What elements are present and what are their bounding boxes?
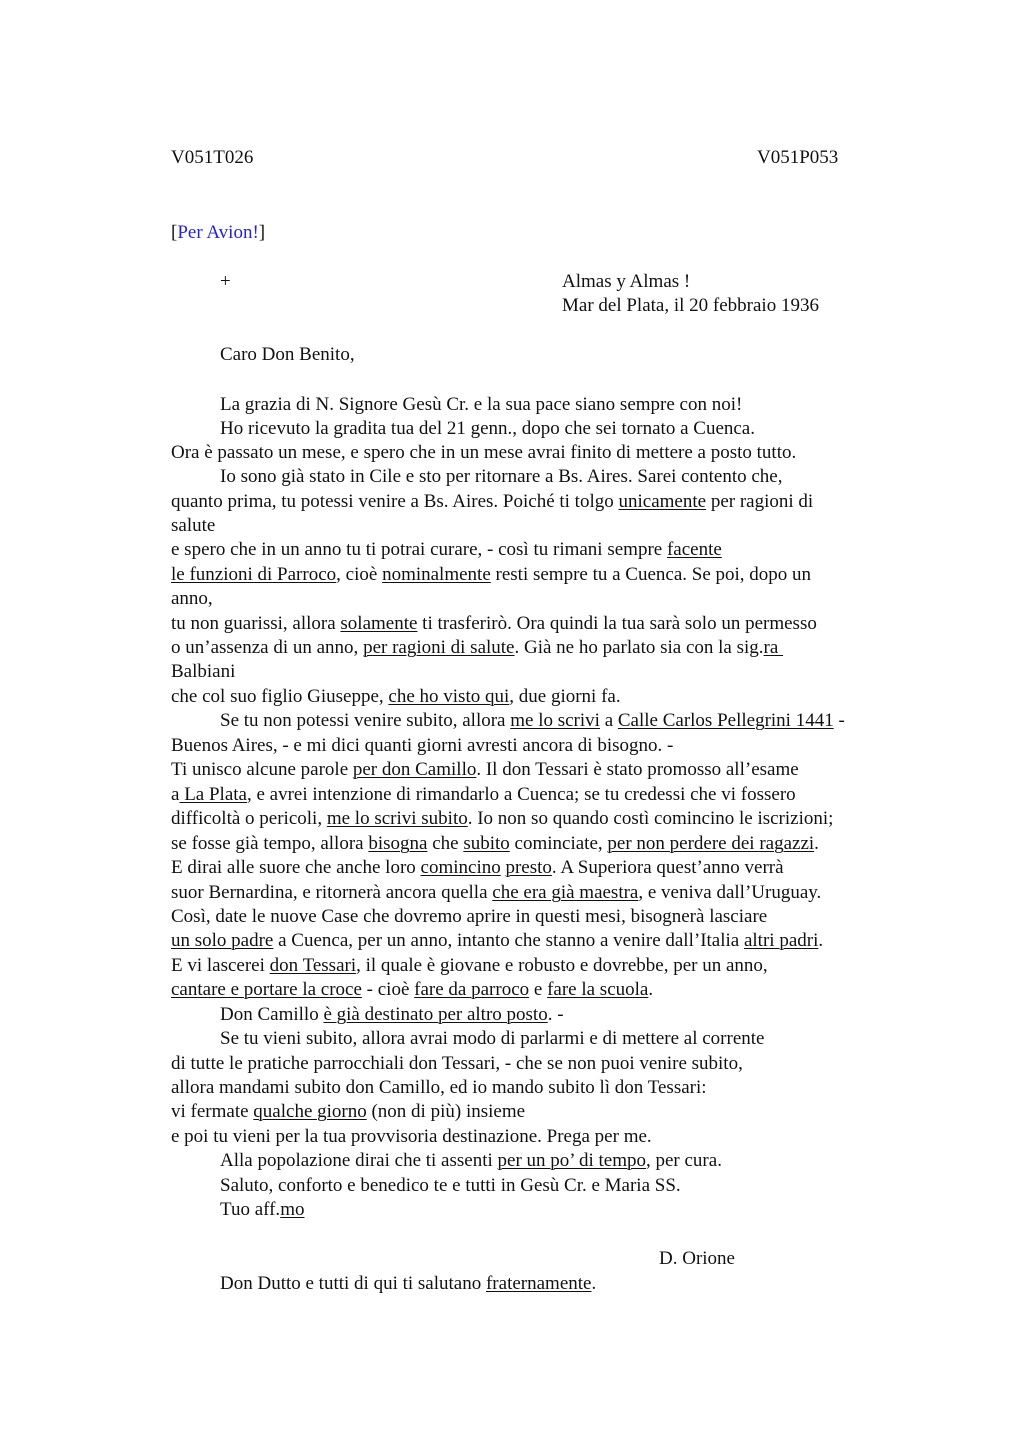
body-line: salute xyxy=(171,515,216,536)
motto: Almas y Almas ! xyxy=(562,271,691,292)
body-line: Io sono già stato in Cile e sto per ritornare a Bs. Aires. Sarei contento che, xyxy=(220,466,783,487)
signature: D. Orione xyxy=(659,1248,735,1269)
body-line: le funzioni di Parroco, cioè nominalmente resti sempre tu a Cuenca. Se poi, dopo un xyxy=(171,564,812,585)
postscript: Don Dutto e tutti di qui ti salutano fraternamente. xyxy=(220,1273,597,1294)
per-avion-text: Per Avion! xyxy=(177,222,259,243)
closing: Tuo aff.mo xyxy=(220,1199,305,1220)
body-line: Se tu vieni subito, allora avrai modo di parlarmi e di mettere al corrente xyxy=(220,1028,765,1049)
body-line: un solo padre a Cuenca, per un anno, intanto che stanno a venire dall’Italia altri padri. xyxy=(171,930,824,951)
body-line: cantare e portare la croce - cioè fare da parroco e fare la scuola. xyxy=(171,979,654,1000)
body-line: Se tu non potessi venire subito, allora me lo scrivi a Calle Carlos Pellegrini 1441 - xyxy=(220,710,845,731)
place-date: Mar del Plata, il 20 febbraio 1936 xyxy=(562,295,819,316)
body-line: Saluto, conforto e benedico te e tutti in Gesù Cr. e Maria SS. xyxy=(220,1175,681,1196)
body-line: e poi tu vieni per la tua provvisoria destinazione. Prega per me. xyxy=(171,1126,652,1147)
left-code: V051T026 xyxy=(171,147,254,168)
body-line: quanto prima, tu potessi venire a Bs. Aires. Poiché ti tolgo unicamente per ragioni di xyxy=(171,491,814,512)
air-mail-note: [Per Avion!] xyxy=(171,222,266,243)
salutation: Caro Don Benito, xyxy=(220,344,355,365)
body-line: Don Camillo è già destinato per altro posto. - xyxy=(220,1004,564,1025)
body-line: Ho ricevuto la gradita tua del 21 genn., dopo che sei tornato a Cuenca. xyxy=(220,418,755,439)
body-line: che col suo figlio Giuseppe, che ho visto qui, due giorni fa. xyxy=(171,686,621,707)
body-line: Balbiani xyxy=(171,661,236,682)
body-line: anno, xyxy=(171,588,213,609)
body-line: Buenos Aires, - e mi dici quanti giorni avresti ancora di bisogno. - xyxy=(171,735,674,756)
body-line: allora mandami subito don Camillo, ed io mando subito lì don Tessari: xyxy=(171,1077,707,1098)
body-line: E dirai alle suore che anche loro comincino presto. A Superiora quest’anno verrà xyxy=(171,857,784,878)
body-line: se fosse già tempo, allora bisogna che subito cominciate, per non perdere dei ragazzi. xyxy=(171,833,819,854)
body-line: E vi lascerei don Tessari, il quale è giovane e robusto e dovrebbe, per un anno, xyxy=(171,955,768,976)
body-line: suor Bernardina, e ritornerà ancora quella che era già maestra, e veniva dall’Uruguay. xyxy=(171,882,822,903)
body-line: Ti unisco alcune parole per don Camillo. Il don Tessari è stato promosso all’esame xyxy=(171,759,799,780)
body-line: Ora è passato un mese, e spero che in un mese avrai finito di mettere a posto tutto. xyxy=(171,442,797,463)
body-line: vi fermate qualche giorno (non di più) insieme xyxy=(171,1101,526,1122)
body-line: Alla popolazione dirai che ti assenti per un po’ di tempo, per cura. xyxy=(220,1150,722,1171)
body-line: La grazia di N. Signore Gesù Cr. e la sua pace siano sempre con noi! xyxy=(220,394,743,415)
body-line: Così, date le nuove Case che dovremo aprire in questi mesi, bisognerà lasciare xyxy=(171,906,768,927)
body-line: tu non guarissi, allora solamente ti trasferirò. Ora quindi la tua sarà solo un permesso xyxy=(171,613,817,634)
body-line: e spero che in un anno tu ti potrai curare, - così tu rimani sempre facente xyxy=(171,539,722,560)
body-line: o un’assenza di un anno, per ragioni di salute. Già ne ho parlato sia con la sig.ra xyxy=(171,637,784,658)
cross-symbol: + xyxy=(220,271,231,292)
right-code: V051P053 xyxy=(757,147,839,168)
body-line: a La Plata, e avrei intenzione di rimandarlo a Cuenca; se tu credessi che vi fossero xyxy=(171,784,796,805)
body-line: difficoltà o pericoli, me lo scrivi subito. Io non so quando costì comincino le iscrizioni; xyxy=(171,808,834,829)
body-line: di tutte le pratiche parrocchiali don Tessari, - che se non puoi venire subito, xyxy=(171,1053,743,1074)
